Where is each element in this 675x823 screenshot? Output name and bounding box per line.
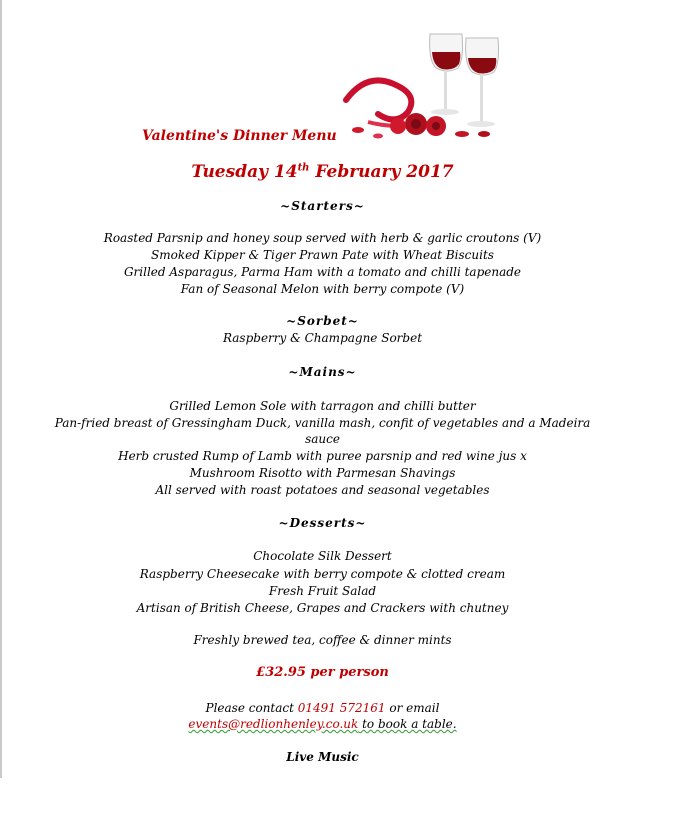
main-item: Pan-fried breast of Gressingham Duck, vanilla mash, confit of vegetables and a Madeira bbox=[54, 416, 591, 430]
dessert-item: Chocolate Silk Dessert bbox=[253, 549, 392, 563]
main-item: All served with roast potatoes and seasonal vegetables bbox=[155, 483, 490, 497]
main-item: sauce bbox=[305, 432, 340, 446]
menu-date bbox=[0, 162, 645, 182]
dessert-item: Artisan of British Cheese, Grapes and Crackers with chutney bbox=[136, 601, 509, 615]
sorbet-heading: ~Sorbet~ bbox=[286, 314, 359, 328]
email-link[interactable]: events@redlionhenley.co.uk bbox=[188, 717, 359, 731]
desserts-heading: ~Desserts~ bbox=[278, 516, 367, 530]
date-rest: February 2017 bbox=[309, 162, 454, 182]
starter-item: Roasted Parsnip and honey soup served with herb & garlic croutons (V) bbox=[103, 231, 542, 245]
wine-glasses-roses-icon bbox=[338, 30, 502, 142]
contact-line bbox=[0, 700, 645, 716]
contact-mid: or email bbox=[385, 701, 440, 715]
menu-title: Valentine's Dinner Menu bbox=[142, 128, 337, 144]
starter-item: Smoked Kipper & Tiger Prawn Pate with Wheat Biscuits bbox=[151, 248, 494, 262]
price-text: £32.95 per person bbox=[256, 665, 389, 680]
sorbet-item: Raspberry & Champagne Sorbet bbox=[222, 331, 423, 345]
contact-suffix: to book a table. bbox=[358, 717, 457, 731]
main-item: Mushroom Risotto with Parmesan Shavings bbox=[189, 466, 456, 480]
starters-heading: ~Starters~ bbox=[280, 199, 365, 213]
date-suffix: th bbox=[297, 162, 310, 174]
contact-prefix: Please contact bbox=[205, 701, 298, 715]
mains-heading: ~Mains~ bbox=[288, 365, 357, 379]
page-edge bbox=[0, 0, 2, 778]
starter-item: Fan of Seasonal Melon with berry compote (V) bbox=[180, 282, 465, 296]
date-day: Tuesday 14 bbox=[191, 162, 298, 182]
dessert-item: Raspberry Cheesecake with berry compote & clotted cream bbox=[139, 567, 506, 581]
main-item: Grilled Lemon Sole with tarragon and chilli butter bbox=[169, 399, 476, 413]
main-item: Herb crusted Rump of Lamb with puree parsnip and red wine jus x bbox=[118, 449, 527, 463]
dessert-item: Fresh Fruit Salad bbox=[268, 584, 377, 598]
live-music-text: Live Music bbox=[286, 750, 359, 764]
phone-link[interactable]: 01491 572161 bbox=[297, 701, 386, 715]
contact-line-2 bbox=[0, 716, 645, 732]
starter-item: Grilled Asparagus, Parma Ham with a tomato and chilli tapenade bbox=[123, 265, 522, 279]
extras-text: Freshly brewed tea, coffee & dinner mints bbox=[193, 633, 452, 647]
